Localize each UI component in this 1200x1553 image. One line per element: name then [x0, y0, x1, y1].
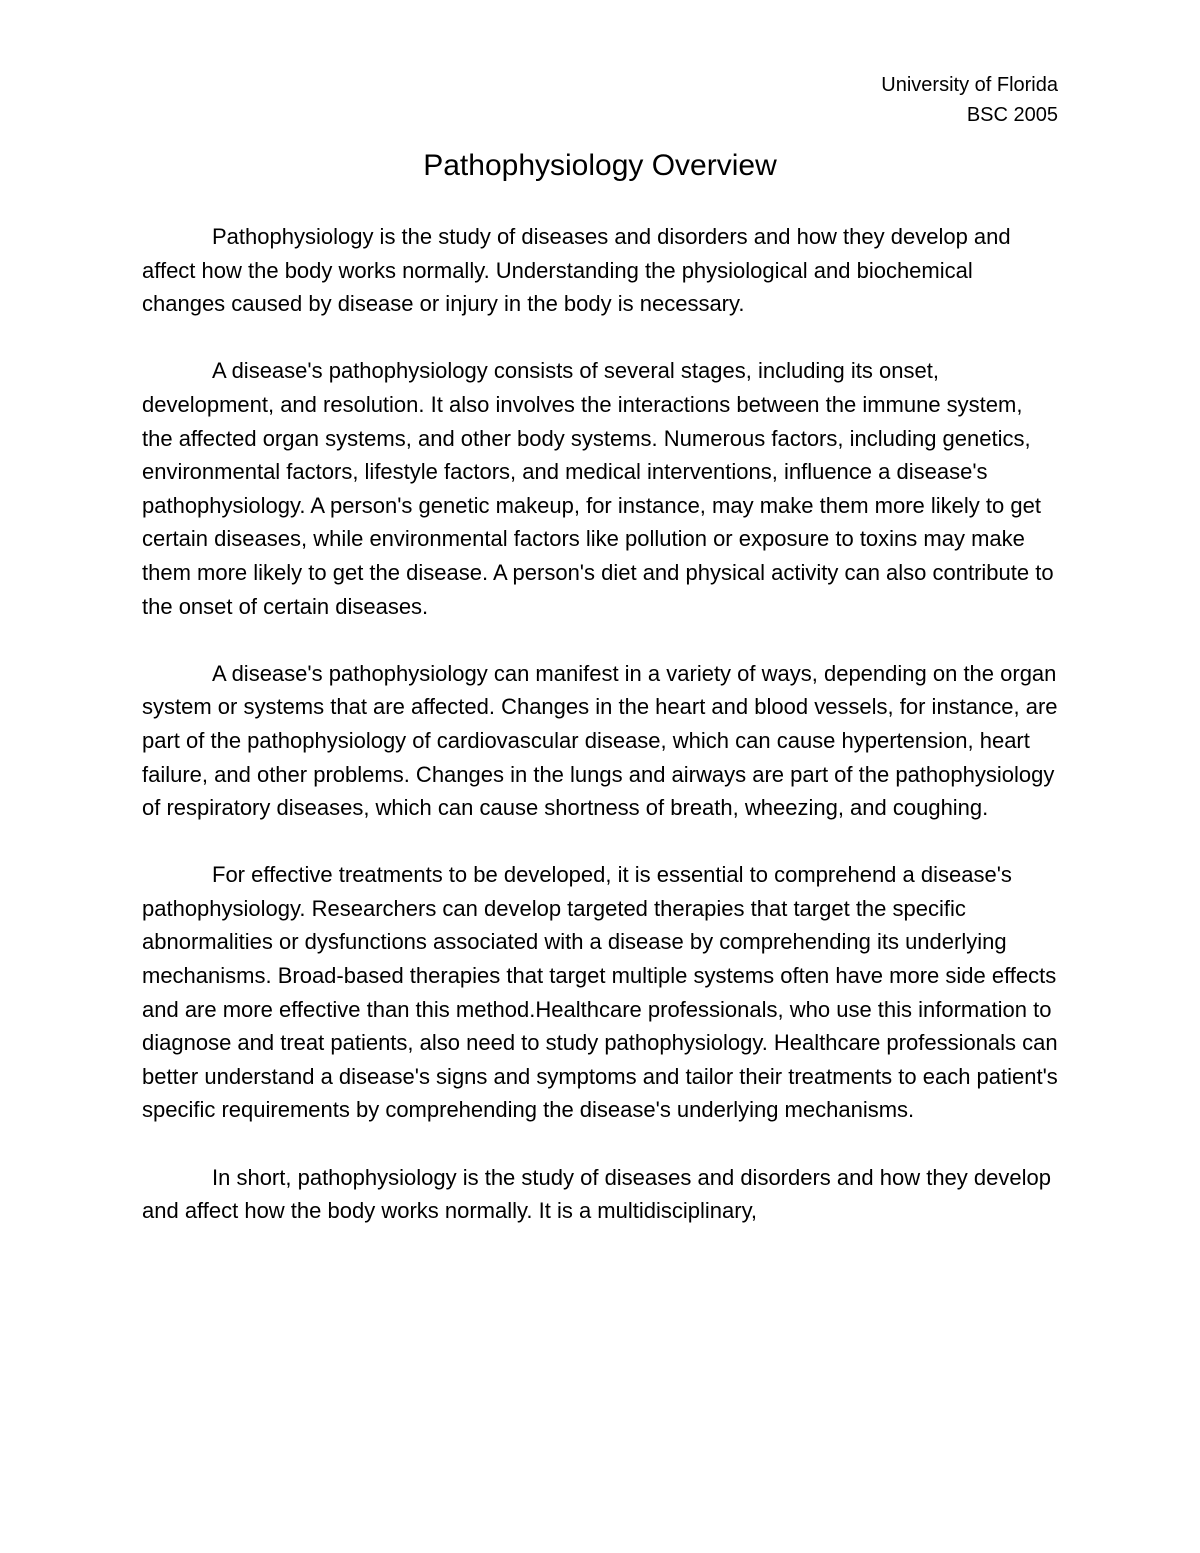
paragraph-2: A disease's pathophysiology consists of several stages, including its onset, development, and resolution. It also involves the interactions between the immune system, the affected organ systems, and other body systems. Numerous factors, including genetics, environmental factors, lifestyle factors, and medical interventions, influence a disease's pathophysiology. A person's genetic makeup, for instance, may make them more likely to get certain diseases, while environmental factors like pollution or exposure to toxins may make them more likely to get the disease. A person's diet and physical activity can also contribute to the onset of certain diseases. — [142, 358, 1054, 619]
document-body — [142, 220, 1058, 1261]
document-header — [881, 70, 1058, 130]
paragraph-3: A disease's pathophysiology can manifest in a variety of ways, depending on the organ system or systems that are affected. Changes in the heart and blood vessels, for instance, are part of the pathophysiology of cardiovascular disease, which can cause hypertension, heart failure, and other problems. Changes in the lungs and airways are part of the pathophysiology of respiratory diseases, which can cause shortness of breath, wheezing, and coughing. — [142, 660, 1058, 821]
paragraph-1: Pathophysiology is the study of diseases and disorders and how they develop and affect how the body works normally. Understanding the physiological and biochemical changes caused by disease or injury in the body is necessary. — [142, 224, 1011, 317]
paragraph-4: For effective treatments to be developed, it is essential to comprehend a disease's pathophysiology. Researchers can develop targeted therapies that target the specific abnormalities or dysfunctions associated with a disease by comprehending its underlying mechanisms. Broad-based therapies that target multiple systems often have more side effects and are more effective than this method.Healthcare professionals, who use this information to diagnose and treat patients, also need to study pathophysiology. Healthcare professionals can better understand a disease's signs and symptoms and tailor their treatments to each patient's specific requirements by comprehending the disease's underlying mechanisms. — [142, 862, 1058, 1123]
document-title: Pathophysiology Overview — [423, 149, 777, 182]
course-code: BSC 2005 — [966, 104, 1058, 126]
paragraph-5: In short, pathophysiology is the study of diseases and disorders and how they develop and affect how the body works normally. It is a multidisciplinary, — [142, 1164, 1051, 1224]
institution-name: University of Florida — [881, 74, 1058, 96]
